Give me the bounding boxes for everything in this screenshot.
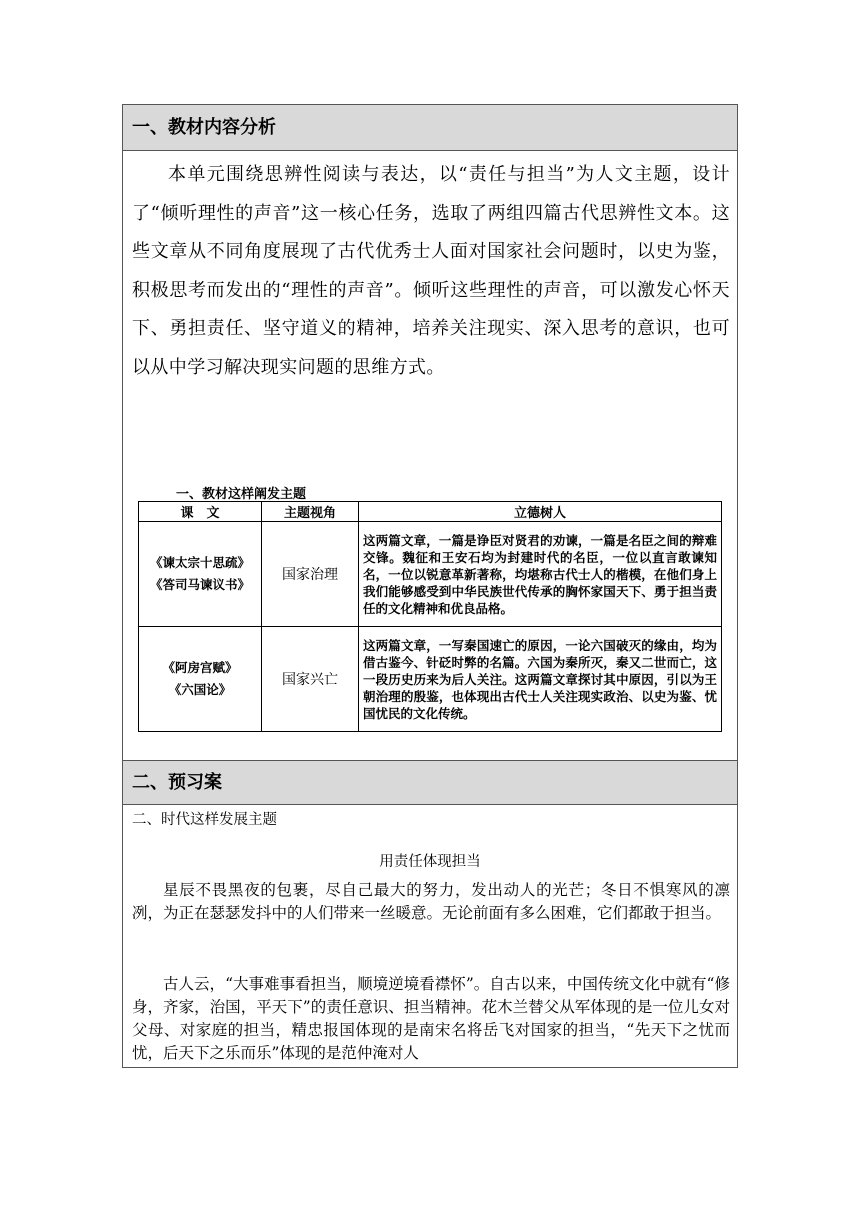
text-title: 《六国论》 [168,682,232,697]
text-title: 《阿房宫赋》 [162,660,238,675]
table-row [139,522,722,627]
section-heading-preview: 二、预习案 [123,760,737,805]
column-header-moral: 立德树人 [359,502,722,522]
column-header-perspective: 主题视角 [262,502,359,522]
text-titles-cell [139,627,262,732]
theme-table-header-row [139,502,722,522]
essay-paragraph: 星辰不畏黑夜的包裹，尽自己最大的努力，发出动人的光芒；冬日不惧寒风的凛冽，为正在瑟瑟发抖中的人们带来一丝暖意。无论前面有多么困难，它们都敢于担当。 [132,881,730,922]
theme-perspective-cell: 国家兴亡 [262,627,359,732]
column-header-text: 课 文 [139,502,262,522]
theme-table-title: 一、教材这样阐发主题 [176,487,307,502]
table-row [139,627,722,732]
text-title: 《答司马谏议书》 [149,577,250,592]
moral-description-cell: 这两篇文章，一写秦国速亡的原因，一论六国破灭的缘由，均为借古鉴今、针砭时弊的名篇。六国为秦所灭，秦又二世而亡，这一段历史历来为后人关注。这两篇文章探讨其中原因，引以为王朝治理的殷鉴，也体现出古代士人关注现实政治、以史为鉴、忧国忧民的文化传统。 [359,627,722,732]
preview-subheading: 二、时代这样发展主题 [132,812,277,828]
lesson-plan-frame [122,104,738,1068]
theme-table [138,501,722,732]
text-titles-cell [139,522,262,627]
essay-title: 用责任体现担当 [379,854,481,870]
analysis-paragraph: 本单元围绕思辨性阅读与表达，以“责任与担当”为人文主题，设计了“倾听理性的声音”这一核心任务，选取了两组四篇古代思辨性文本。这些文章从不同角度展现了古代优秀士人面对国家社会问题时，以史为鉴，积极思考而发出的“理性的声音”。倾听这些理性的声音，可以激发心怀天下、勇担责任、坚守道义的精神，培养关注现实、深入思考的意识，也可以从中学习解决现实问题的思维方式。 [132,164,730,378]
section-heading-analysis: 一、教材内容分析 [123,105,737,151]
text-title: 《谏太宗十思疏》 [149,555,250,570]
moral-description-cell: 这两篇文章，一篇是诤臣对贤君的劝谏，一篇是名臣之间的辩难交锋。魏征和王安石均为封建时代的名臣，一位以直言敢谏知名，一位以锐意革新著称，均堪称古代士人的楷模，在他们身上我们能够感受到中华民族世代传承的胸怀家国天下、勇于担当责任的文化精神和优良品格。 [359,522,722,627]
theme-perspective-cell: 国家治理 [262,522,359,627]
essay-paragraph: 古人云，“大事难事看担当，顺境逆境看襟怀”。自古以来，中国传统文化中就有“修身，齐家，治国，平天下”的责任意识、担当精神。花木兰替父从军体现的是一位儿女对父母、对家庭的担当，精忠报国体现的是南宋名将岳飞对国家的担当，“先天下之忧而忧，后天下之乐而乐”体现的是范仲淹对人 [132,975,730,1062]
